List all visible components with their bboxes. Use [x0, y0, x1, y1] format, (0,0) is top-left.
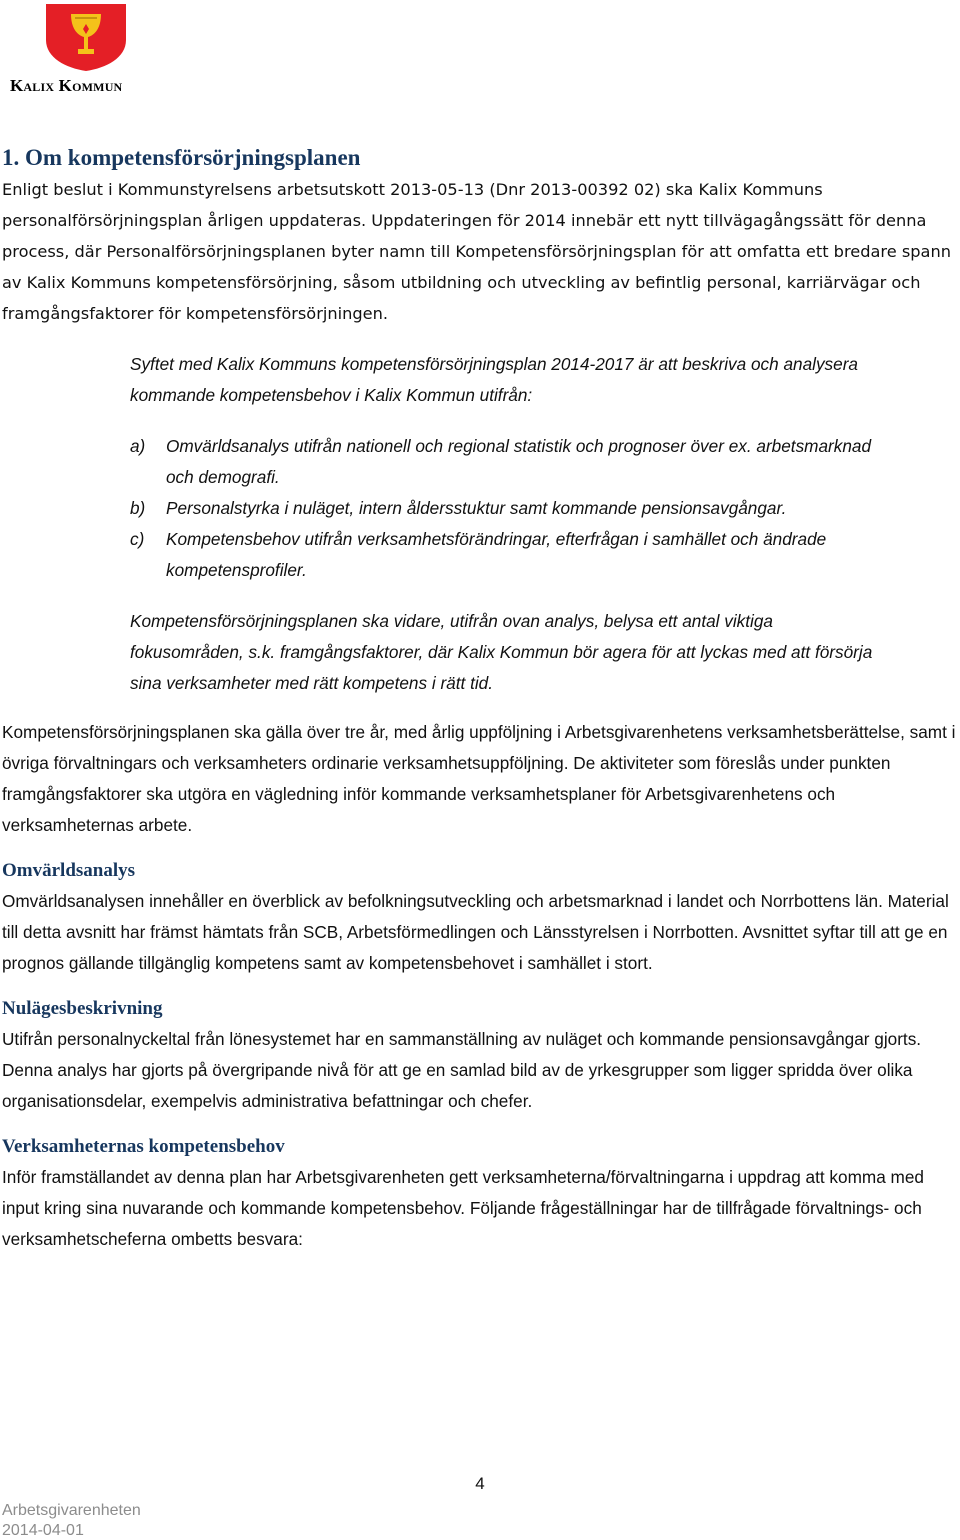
- section-text-kompetensbehov: Inför framställandet av denna plan har Arbetsgivarenheten gett verksamheterna/förvaltningarna i uppdrag att komma med input kring sina nuvarande och kommande kompetensbehov. Följande frågeställningar har de tillfrågade förvaltnings- och verksamhetscheferna ombetts besvara:: [2, 1167, 924, 1249]
- org-name: Kalix Kommun: [10, 76, 123, 95]
- logo: [10, 2, 152, 98]
- list-item: [130, 431, 890, 493]
- followup-paragraph: Kompetensförsörjningsplanen ska gälla över tre år, med årlig uppföljning i Arbetsgivarenhetens verksamhetsberättelse, samt i övriga förvaltningars och verksamheters ordinarie verksamhetsuppföljning. De aktiviteter som föreslås under punkten framgångsfaktorer ska utgöra en vägledning inför kommande verksamhetsplaner för Arbetsgivarenhetens och verksamheternas arbete.: [2, 722, 956, 835]
- list-text: Omvärldsanalys utifrån nationell och regional statistik och prognoser över ex. arbetsmarknad och demografi.: [166, 436, 872, 487]
- document-body: [2, 142, 958, 1255]
- footer-date: 2014-04-01: [2, 1522, 84, 1539]
- list-marker: b): [130, 498, 146, 518]
- section-title: 1. Om kompetensförsörjningsplanen: [2, 145, 361, 170]
- intro-paragraph: Enligt beslut i Kommunstyrelsens arbetsutskott 2013-05-13 (Dnr 2013-00392 02) ska Kalix Kommuns personalförsörjningsplan årligen uppdateras. Uppdateringen för 2014 innebär ett nytt tillvägagångssätt för denna process, där Personalförsörjningsplanen byter namn till Kompetensförsörjningsplan för att omfatta ett bredare spann av Kalix Kommuns kompetensförsörjning, såsom utbildning och utveckling av befintlig personal, karriärvägar och framgångsfaktorer för kompetensförsörjningen.: [2, 180, 951, 323]
- list-text: Kompetensbehov utifrån verksamhetsförändringar, efterfrågan i samhället och ändrade kompetensprofiler.: [166, 529, 827, 580]
- page-number: 4: [475, 1474, 485, 1493]
- section-text-nulagesbeskrivning: Utifrån personalnyckeltal från lönesystemet har en sammanställning av nuläget och kommande pensionsavgångar gjorts. Denna analys har gjorts på övergripande nivå för att ge en samlad bild av de yrkesgrupper som ligger spridda över olika organisationsdelar, exempelvis administrativa befattningar och chefer.: [2, 1029, 922, 1111]
- list-marker: a): [130, 436, 146, 456]
- section-heading-kompetensbehov: Verksamheternas kompetensbehov: [2, 1136, 285, 1157]
- purpose-block: [130, 349, 890, 699]
- purpose-lead: Syftet med Kalix Kommuns kompetensförsörjningsplan 2014-2017 är att beskriva och analysera kommande kompetensbehov i Kalix Kommun utifrån:: [130, 354, 858, 405]
- list-text: Personalstyrka i nuläget, intern åldersstuktur samt kommande pensionsavgångar.: [166, 498, 787, 518]
- footer-org-unit: Arbetsgivarenheten: [2, 1502, 141, 1519]
- purpose-closing: Kompetensförsörjningsplanen ska vidare, utifrån ovan analys, belysa ett antal viktiga fokusområden, s.k. framgångsfaktorer, där Kalix Kommun bör agera för att lyckas med att försörja sina verksamheter med rätt kompetens i rätt tid.: [130, 611, 873, 693]
- section-heading-omvarldsanalys: Omvärldsanalys: [2, 860, 136, 881]
- purpose-list: [130, 431, 890, 586]
- list-item: [130, 524, 890, 586]
- list-item: [130, 493, 890, 524]
- list-marker: c): [130, 529, 145, 549]
- kalix-coat-of-arms-icon: [42, 2, 130, 72]
- section-heading-nulagesbeskrivning: Nulägesbeskrivning: [2, 998, 163, 1019]
- section-text-omvarldsanalys: Omvärldsanalysen innehåller en överblick av befolkningsutveckling och arbetsmarknad i landet och Norrbottens län. Material till detta avsnitt har främst hämtats från SCB, Arbetsförmedlingen och Länsstyrelsen i Norrbotten. Avsnittet syftar till att ge en prognos gällande tillgänglig kompetens samt av kompetensbehovet i samhället i stort.: [2, 891, 949, 973]
